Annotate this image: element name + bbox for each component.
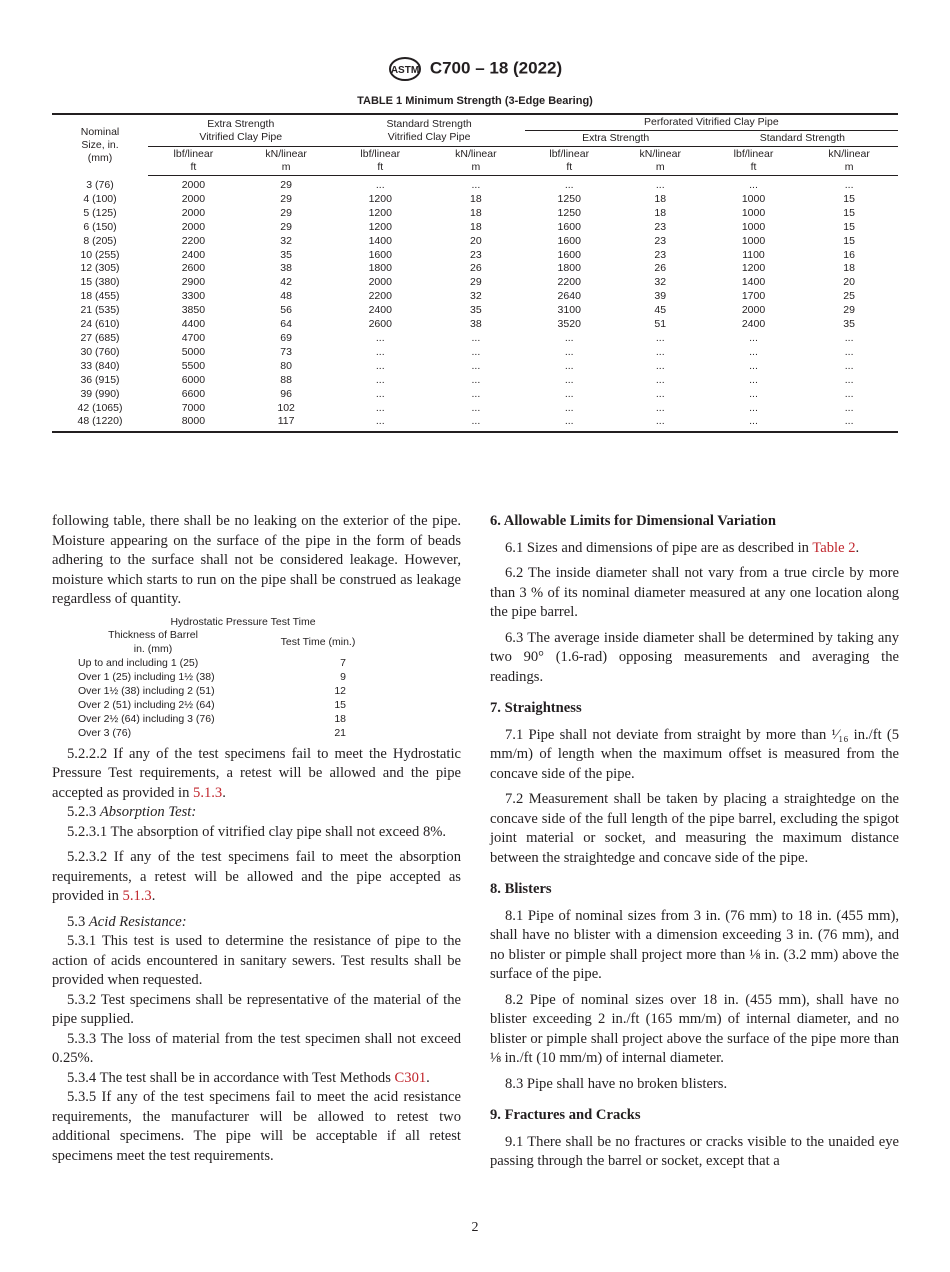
- table-cell: 25: [843, 290, 855, 303]
- table-cell: 20: [470, 234, 482, 247]
- paragraph-8-1: 8.1 Pipe of nominal sizes from 3 in. (76 mm) to 18 in. (455 mm), shall have no blister with a dimension exceeding 3 in. (76 mm), and no blister or pimple shall project more than ⅛ in. (3.2 mm) above the surface of the pipe.: [490, 907, 899, 982]
- table-cell: ...: [334, 415, 428, 432]
- table-row: [52, 374, 898, 388]
- table-cell: 23: [654, 248, 667, 261]
- table-cell: 80: [280, 359, 292, 372]
- hydro-thickness: Over 1 (25) including 1½ (38): [78, 671, 215, 684]
- table-cell: 1800: [368, 262, 392, 275]
- table-cell: 2600: [181, 262, 206, 275]
- table-cell: ...: [844, 359, 854, 372]
- table-cell: 1200: [368, 192, 392, 205]
- table-cell: 15: [843, 234, 855, 247]
- table-cell: ...: [749, 401, 758, 414]
- table-cell: 1600: [557, 220, 581, 233]
- table-cell: ...: [844, 387, 854, 400]
- hydro-time: 9: [340, 671, 346, 684]
- table-cell: 10 (255): [80, 248, 120, 261]
- table-cell: 3850: [181, 304, 206, 317]
- table-cell: 2200: [557, 276, 581, 289]
- table-cell: ...: [375, 179, 385, 191]
- table-cell: ...: [375, 387, 385, 400]
- table-cell: 2400: [181, 248, 206, 261]
- paragraph-5-3-5: 5.3.5 If any of the test specimens fail to meet the acid resistance requirements, the manufacturer will be allowed to retest two additional specimens. The pipe will be acceptable if all retest specimens meet the test requirements.: [52, 1089, 461, 1164]
- table-cell: 21 (535): [80, 304, 120, 317]
- page-number: 2: [471, 1220, 479, 1235]
- table-cell: ...: [655, 387, 665, 400]
- table-cell: 48 (1220): [52, 415, 148, 432]
- col-nominal-size: Nominal Size, in. (mm): [52, 114, 148, 176]
- hydro-thickness: Over 2½ (64) including 3 (76): [78, 712, 215, 725]
- paragraph-8-3: 8.3 Pipe shall have no broken blisters.: [505, 1075, 728, 1092]
- hydro-row: [78, 699, 408, 713]
- table-cell: 35: [280, 248, 292, 261]
- table-cell: ...: [564, 345, 574, 358]
- table-cell: 2200: [181, 234, 206, 247]
- paragraph-6-3: 6.3 The average inside diameter shall be determined by taking any two 90° (1.6-rad) opposing measurements and averaging the readings.: [490, 629, 899, 685]
- heading-section-9: 9. Fractures and Cracks: [490, 1107, 641, 1123]
- table-cell: ...: [564, 401, 574, 414]
- table-cell: ...: [375, 359, 385, 372]
- table-cell: 39 (990): [80, 387, 120, 400]
- table-cell: 1400: [368, 234, 392, 247]
- sub-standard-strength: Standard Strength: [707, 131, 898, 147]
- table-cell: 16: [843, 248, 855, 261]
- table-row: [52, 388, 898, 402]
- table-cell: ...: [525, 415, 614, 432]
- table-cell: ...: [655, 331, 665, 344]
- table-cell: 23: [654, 234, 667, 247]
- table-cell: 38: [470, 318, 482, 331]
- table-cell: ...: [749, 387, 758, 400]
- table-cell: ...: [800, 415, 898, 432]
- table-cell: ...: [844, 179, 854, 191]
- table-row: [52, 193, 898, 207]
- table-row: [52, 249, 898, 263]
- table-cell: ...: [375, 401, 385, 414]
- table-cell: ...: [564, 179, 574, 191]
- hydro-time: 18: [334, 712, 346, 725]
- table-cell: 2000: [741, 304, 766, 317]
- table-cell: 1600: [557, 248, 581, 261]
- table-cell: 18 (455): [80, 290, 120, 303]
- table-cell: 33 (840): [80, 359, 120, 372]
- hydro-row: [78, 727, 408, 741]
- table-cell: 5500: [181, 359, 206, 372]
- table-cell: 29: [280, 192, 292, 205]
- table-cell: ...: [564, 359, 574, 372]
- table-cell: 7000: [181, 401, 206, 414]
- table-row: [52, 402, 898, 416]
- table-cell: 2200: [368, 290, 392, 303]
- table-cell: ...: [614, 415, 707, 432]
- table-cell: 5000: [181, 345, 206, 358]
- table-cell: ...: [427, 415, 525, 432]
- hydro-row: [78, 713, 408, 727]
- group-perforated: Perforated Vitrified Clay Pipe: [525, 114, 898, 131]
- minimum-strength-table: [52, 113, 898, 433]
- table-cell: ...: [655, 179, 665, 191]
- table-row: [52, 262, 898, 276]
- table-cell: 3 (76): [86, 178, 114, 191]
- hydro-time: 15: [334, 698, 346, 711]
- table-cell: 2600: [368, 318, 392, 331]
- table-cell: 32: [280, 234, 292, 247]
- table-cell: 42 (1065): [77, 401, 123, 414]
- table-cell: 1000: [741, 192, 766, 205]
- table-cell: 1400: [741, 276, 766, 289]
- table-cell: 18: [654, 206, 667, 219]
- hydro-thickness: Up to and including 1 (25): [78, 657, 199, 670]
- table-cell: 2000: [181, 220, 206, 233]
- table-cell: 56: [280, 304, 292, 317]
- table-cell: 1700: [741, 290, 766, 303]
- table-cell: 2640: [557, 290, 581, 303]
- table-cell: 6000: [181, 373, 206, 386]
- table-cell: 18: [470, 220, 482, 233]
- hydro-table-title: Hydrostatic Pressure Test Time: [170, 615, 316, 628]
- table-cell: 4 (100): [83, 192, 117, 205]
- table-row: [52, 290, 898, 304]
- unit-kn-linear-m: kN/linear m: [614, 147, 707, 176]
- table-cell: 29: [280, 220, 292, 233]
- table-row: [52, 276, 898, 290]
- unit-lbf-linear-ft: lbf/linear ft: [334, 147, 428, 176]
- left-column: [52, 512, 461, 1166]
- hydrostatic-test-table: [78, 616, 408, 741]
- table-cell: 24 (610): [80, 318, 120, 331]
- paragraph-6-1: 6.1 Sizes and dimensions of pipe are as described in Table 2.: [505, 539, 860, 556]
- table-cell: ...: [844, 331, 854, 344]
- paragraph-5-2-3-1: 5.2.3.1 The absorption of vitrified clay pipe shall not exceed 8%.: [67, 823, 447, 840]
- table-cell: 3100: [557, 304, 581, 317]
- unit-kn-linear-m: kN/linear m: [239, 147, 334, 176]
- table-cell: 29: [470, 276, 482, 289]
- hydro-row: [78, 657, 408, 671]
- table-cell: 5 (125): [83, 206, 117, 219]
- astm-logo-icon: [388, 56, 422, 82]
- table-cell: 2400: [368, 304, 392, 317]
- table-cell: 20: [843, 276, 855, 289]
- table-row: [52, 304, 898, 318]
- table-cell: ...: [844, 345, 854, 358]
- table-cell: 18: [654, 192, 667, 205]
- table-cell: 2400: [741, 318, 766, 331]
- paragraph-7-1: 7.1 Pipe shall not deviate from straight by more than ¹⁄₁₆ in./ft (5 mm/m) of length when the maximum offset is measured from the concave side of the pipe.: [490, 726, 899, 782]
- unit-lbf-linear-ft: lbf/linear ft: [525, 147, 614, 176]
- hydro-thickness: Over 2 (51) including 2½ (64): [78, 698, 215, 711]
- table-cell: 35: [843, 318, 855, 331]
- table-cell: ...: [375, 345, 385, 358]
- paragraph-9-1: 9.1 There shall be no fractures or cracks visible to the unaided eye passing through the barrel or socket, except that a: [490, 1133, 899, 1169]
- table-row: [52, 318, 898, 332]
- table-cell: ...: [749, 359, 758, 372]
- heading-section-7: 7. Straightness: [490, 700, 582, 716]
- unit-lbf-linear-ft: lbf/linear ft: [148, 147, 239, 176]
- heading-5-2-3: 5.2.3 Absorption Test:: [67, 804, 197, 821]
- paragraph-5-2-3-2: 5.2.3.2 If any of the test specimens fail to meet the absorption requirements, a retest will be allowed and the pipe accepted as provided in 5.1.3.: [52, 849, 461, 905]
- unit-kn-linear-m: kN/linear m: [427, 147, 525, 176]
- table-cell: 1000: [741, 234, 766, 247]
- table-cell: 18: [470, 192, 482, 205]
- heading-section-6: 6. Allowable Limits for Dimensional Variation: [490, 513, 776, 529]
- table-cell: ...: [564, 387, 574, 400]
- table-cell: ...: [471, 331, 481, 344]
- table-cell: 29: [280, 206, 292, 219]
- table-cell: 15: [843, 192, 855, 205]
- hydro-col-thickness: Thickness of Barrel in. (mm): [108, 629, 198, 656]
- table-row: [52, 346, 898, 360]
- table-cell: ...: [655, 401, 665, 414]
- table-cell: 18: [470, 206, 482, 219]
- table-cell: 18: [843, 262, 855, 275]
- table-cell: 15: [843, 206, 855, 219]
- table-cell: 32: [470, 290, 482, 303]
- table-cell: 96: [280, 387, 292, 400]
- table-cell: ...: [655, 345, 665, 358]
- table-cell: ...: [749, 331, 758, 344]
- table-cell: 8000: [148, 415, 239, 432]
- table-cell: 23: [654, 220, 667, 233]
- table-cell: 1000: [741, 206, 766, 219]
- table-cell: 1000: [741, 220, 766, 233]
- table-cell: ...: [564, 331, 574, 344]
- heading-5-3: 5.3 Acid Resistance:: [67, 913, 187, 930]
- table-cell: 1600: [368, 248, 392, 261]
- table-cell: ...: [471, 345, 481, 358]
- table-cell: 30 (760): [80, 345, 120, 358]
- table-cell: 73: [280, 345, 292, 358]
- table-cell: 88: [280, 373, 292, 386]
- table-cell: 64: [280, 318, 292, 331]
- table-cell: 2900: [181, 276, 206, 289]
- table-cell: 8 (205): [83, 234, 117, 247]
- paragraph-5-3-3: 5.3.3 The loss of material from the test specimen shall not exceed 0.25%.: [52, 1030, 461, 1067]
- table-cell: 6600: [181, 387, 206, 400]
- table-cell: 69: [280, 331, 292, 344]
- unit-row: [52, 147, 898, 176]
- right-column: [490, 512, 899, 1172]
- group-standard-strength: Standard Strength Vitrified Clay Pipe: [334, 114, 525, 147]
- table-cell: ...: [375, 331, 385, 344]
- table-cell: 1250: [557, 192, 581, 205]
- hydro-col-time: Test Time (min.): [280, 636, 356, 649]
- table-cell: ...: [471, 373, 481, 386]
- table-cell: 35: [470, 304, 482, 317]
- paragraph-5-3-2: 5.3.2 Test specimens shall be representative of the material of the pipe supplied.: [52, 991, 461, 1028]
- table-cell: ...: [844, 401, 854, 414]
- table-cell: 38: [280, 262, 292, 275]
- link-section-5-1-3[interactable]: 5.1.3: [193, 784, 223, 801]
- table-cell: 29: [280, 179, 292, 191]
- svg-text:ASTM: ASTM: [390, 65, 419, 76]
- table-cell: ...: [655, 373, 665, 386]
- table-cell: 15: [843, 220, 855, 233]
- link-section-5-1-3[interactable]: 5.1.3: [122, 888, 152, 905]
- table-cell: 1200: [741, 262, 766, 275]
- table-cell: 1200: [368, 220, 392, 233]
- table-cell: 26: [470, 262, 482, 275]
- table-row: [52, 235, 898, 249]
- table-cell: 26: [654, 262, 667, 275]
- table-title: TABLE 1 Minimum Strength (3-Edge Bearing): [357, 95, 593, 107]
- table-cell: 15 (380): [80, 276, 120, 289]
- document-designation: C700 – 18 (2022): [429, 58, 563, 78]
- paragraph-8-2: 8.2 Pipe of nominal sizes over 18 in. (455 mm), shall have no blister exceeding 2 in./ft (165 mm/m) of internal diameter, and no blister or pimple shall project above the surface of the pipe more than ⅛ in./ft (10 mm/m) of internal diameter.: [490, 991, 899, 1066]
- table-cell: 3300: [181, 290, 206, 303]
- table-row: [52, 415, 898, 432]
- table-cell: ...: [844, 373, 854, 386]
- table-row: [52, 221, 898, 235]
- link-table-2[interactable]: Table 2: [812, 539, 856, 556]
- table-cell: ...: [707, 415, 801, 432]
- table-cell: ...: [749, 179, 758, 191]
- table-cell: 4700: [181, 331, 206, 344]
- table-cell: ...: [471, 401, 481, 414]
- paragraph-7-2: 7.2 Measurement shall be taken by placing a straightedge on the concave side of the full length of the pipe barrel, excluding the spigot joint material or socket, and measuring the maximum distance between the straightedge and concave side of the pipe.: [490, 791, 899, 866]
- hydro-thickness: Over 3 (76): [78, 726, 132, 739]
- table-cell: 102: [277, 401, 295, 414]
- hydro-row: [78, 685, 408, 699]
- table-cell: 42: [280, 276, 292, 289]
- table-cell: ...: [749, 373, 758, 386]
- table-cell: 32: [654, 276, 667, 289]
- table-cell: 2000: [181, 192, 206, 205]
- group-extra-strength: Extra Strength Vitrified Clay Pipe: [148, 114, 334, 147]
- table-cell: 2000: [181, 206, 206, 219]
- table-cell: 1100: [742, 248, 765, 261]
- table-cell: 1800: [557, 262, 581, 275]
- table-cell: ...: [471, 179, 481, 191]
- table-cell: 12 (305): [80, 262, 120, 275]
- table-cell: 4400: [181, 318, 206, 331]
- unit-lbf-linear-ft: lbf/linear ft: [707, 147, 801, 176]
- table-cell: ...: [471, 359, 481, 372]
- hydro-thickness: Over 1½ (38) including 2 (51): [78, 685, 215, 698]
- table-cell: 6 (150): [83, 220, 117, 233]
- page-header: [0, 56, 950, 82]
- paragraph-5-2-2-2: 5.2.2.2 If any of the test specimens fail to meet the Hydrostatic Pressure Test requirements, a retest will be allowed and the pipe accepted as provided in 5.1.3.: [52, 745, 461, 801]
- unit-kn-linear-m: kN/linear m: [800, 147, 898, 176]
- hydro-row: [78, 671, 408, 685]
- table-row: [52, 332, 898, 346]
- heading-section-8: 8. Blisters: [490, 881, 552, 897]
- hydro-time: 21: [334, 726, 346, 739]
- table-cell: ...: [749, 345, 758, 358]
- table-cell: 1200: [368, 206, 392, 219]
- hydro-time: 12: [334, 685, 346, 698]
- table-cell: 45: [654, 304, 667, 317]
- table-cell: 27 (685): [80, 331, 120, 344]
- paragraph: following table, there shall be no leaking on the exterior of the pipe. Moisture appearing on the surface of the pipe in the form of beads adhering to the surface shall not be considered leakage. However, moisture which starts to run on the pipe shall be construed as leakage regardless of quantity.: [52, 513, 461, 607]
- table-cell: 39: [654, 290, 667, 303]
- paragraph-5-3-4: 5.3.4 The test shall be in accordance with Test Methods C301.: [67, 1069, 430, 1086]
- paragraph-6-2: 6.2 The inside diameter shall not vary from a true circle by more than 3 % of its nominal diameter measured at any one location along the pipe barrel.: [490, 565, 899, 620]
- table-row: [52, 176, 898, 193]
- table-cell: ...: [564, 373, 574, 386]
- paragraph-5-3-1: 5.3.1 This test is used to determine the resistance of pipe to the action of acids encountered in sanitary sewers. Test results shall be provided when requested.: [52, 933, 461, 989]
- table-cell: 48: [280, 290, 292, 303]
- table-cell: 36 (915): [80, 373, 120, 386]
- table-cell: ...: [471, 387, 481, 400]
- link-c301[interactable]: C301: [394, 1069, 427, 1086]
- table-cell: ...: [655, 359, 665, 372]
- table-row: [52, 207, 898, 221]
- table-cell: 29: [843, 304, 855, 317]
- table-cell: 2000: [181, 179, 206, 191]
- table-row: [52, 360, 898, 374]
- table-cell: 2000: [368, 276, 392, 289]
- table-cell: 1250: [557, 206, 581, 219]
- table-body: [52, 176, 898, 433]
- table-cell: 1600: [557, 234, 581, 247]
- hydro-time: 7: [340, 657, 346, 670]
- table-cell: 51: [654, 318, 667, 331]
- table-cell: ...: [375, 373, 385, 386]
- table-cell: 23: [470, 248, 482, 261]
- table-cell: 117: [239, 415, 334, 432]
- table-cell: 3520: [557, 318, 581, 331]
- sub-extra-strength: Extra Strength: [525, 131, 707, 147]
